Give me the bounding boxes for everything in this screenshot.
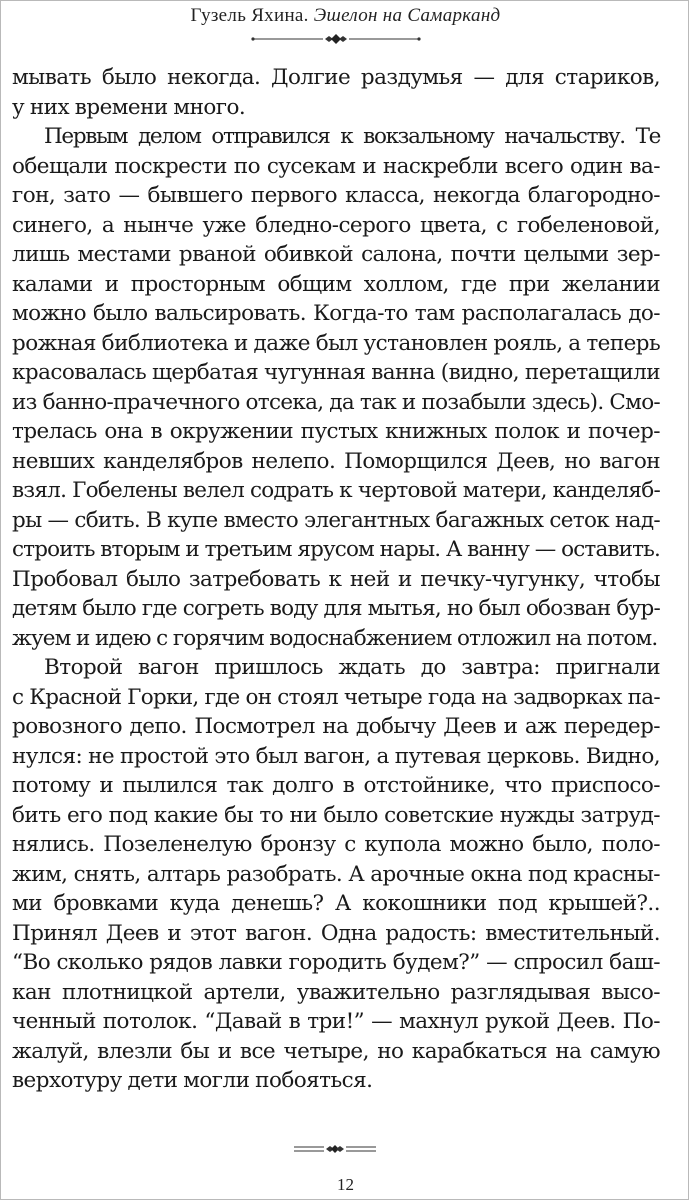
text-line: “Во сколько рядов лавки городить будем?” — спросил баш- <box>12 950 660 975</box>
header-ornament <box>251 31 421 47</box>
text-line: с Красной Горки, где он стоял четыре года на задворках па- <box>12 684 660 710</box>
text-line: невших канделябров нелепо. Поморщился Деев, но вагон <box>12 448 660 474</box>
text-line: мывать было некогда. Долгие раздумья — для стариков, <box>12 65 660 90</box>
text-line: ми бровками куда денешь? А кокошники под крышей?.. <box>12 891 660 916</box>
text-line: рожная библиотека и даже был установлен рояль, а теперь <box>12 330 661 356</box>
text-line: из банно-прачечного отсека, да так и позабыли здесь). Смо- <box>12 389 660 415</box>
text-line: жим, снять, алтарь разобрать. А арочные окна под красны- <box>12 861 660 887</box>
text-line: гон, зато — бывшего первого класса, некогда благородно- <box>12 183 660 208</box>
text-line: ченный потолок. “Давай в три!” — махнул рукой Деев. По- <box>12 1009 660 1034</box>
text-line: обещали поскрести по сусекам и наскребли всего один ва- <box>12 153 660 179</box>
text-line: ровозного депо. Посмотрел на добычу Деев и аж передер- <box>12 714 660 739</box>
text-line: Пробовал было затребовать к ней и печку-чугунку, чтобы <box>12 566 660 592</box>
header-book-title: Эшелон на Самарканд <box>313 5 501 26</box>
text-line: жуем и идею с горячим водоснабжением отложил на потом. <box>12 625 658 651</box>
text-line: кан плотницкой артели, уважительно разглядывая высо- <box>12 979 660 1005</box>
text-line: синего, а нынче уже бледно-серого цвета, с гобеленовой, <box>12 212 660 238</box>
running-header <box>1 5 689 27</box>
text-line: нулся: не простой это был вагон, а путевая церковь. Видно, <box>12 743 660 769</box>
text-line: нялись. Позеленелую бронзу с купола можно было, поло- <box>12 832 660 857</box>
text-line: взял. Гобелены велел содрать к чертовой матери, канделяб- <box>12 478 660 503</box>
text-line: строить вторым и третьим ярусом нары. А ванну — оставить. <box>12 537 660 562</box>
text-line: бить его под какие бы то ни было советские нужды затруд- <box>12 802 660 828</box>
text-line: потому и пылился так долго в отстойнике, что приспосо- <box>12 773 660 798</box>
text-line: верхотуру дети могли побояться. <box>12 1068 373 1093</box>
text-line: детям было где согреть воду для мытья, но был обозван бур- <box>12 596 660 621</box>
body-text <box>12 63 660 1096</box>
text-line: Принял Деев и этот вагон. Одна радость: вместительный. <box>12 920 660 946</box>
text-line: красовалась щербатая чугунная ванна (видно, перетащили <box>12 360 660 385</box>
header-author: Гузель Яхина. <box>190 5 309 26</box>
text-line: Первым делом отправился к вокзальному начальству. Те <box>44 124 660 149</box>
text-line: у них времени много. <box>12 94 246 120</box>
text-line: трелась она в окружении пустых книжных полок и почер- <box>12 419 660 444</box>
text-line: ры — сбить. В купе вместо элегантных багажных сеток над- <box>12 507 660 533</box>
text-line: лишь местами рваной обивкой салона, почти целыми зер- <box>12 242 660 267</box>
footer-ornament <box>294 1142 376 1156</box>
text-line: калами и просторным общим холлом, где при желании <box>12 271 660 297</box>
page-number: 12 <box>337 1175 354 1194</box>
text-line: Второй вагон пришлось ждать до завтра: пригнали <box>44 655 660 680</box>
text-line: можно было вальсировать. Когда-то там располагалась до- <box>12 301 660 326</box>
text-line: жалуй, влезли бы и все четыре, но карабкаться на самую <box>12 1038 660 1064</box>
